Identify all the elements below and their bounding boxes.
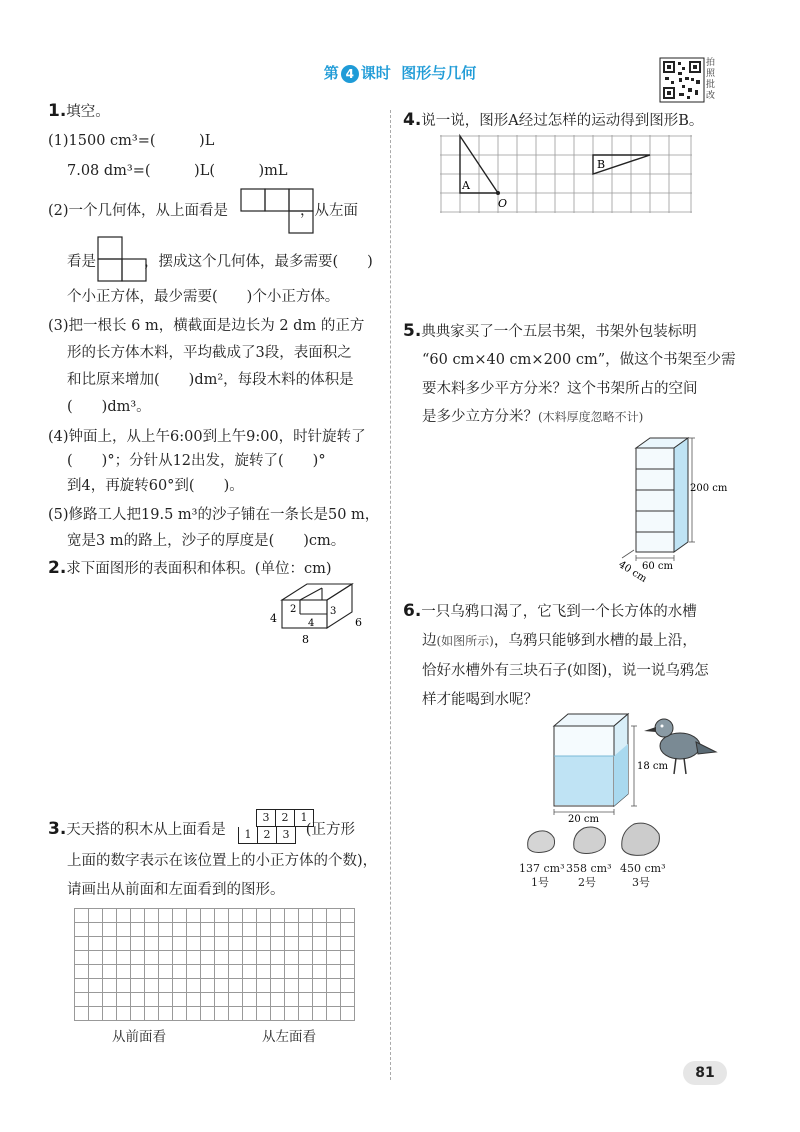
q3-line2: 上面的数字表示在该位置上的小正方体的个数)，: [67, 853, 378, 869]
q5-line3: 要木料多少平方分米？这个书架所占的空间: [422, 381, 698, 397]
q3-text-b: (正方形: [305, 822, 355, 838]
q3-text-a: 天天搭的积木从上面看是: [66, 822, 226, 838]
q2-dim-notch-d: 3: [330, 606, 337, 617]
q5-bookshelf-figure: [616, 432, 738, 585]
q6-dim-height: 18 cm: [637, 761, 668, 772]
q5-dim-depth: 40 cm: [616, 559, 649, 585]
q6-text-2b: ，乌鸦只能够到水槽的最上沿，: [493, 633, 697, 649]
q1-part3-line2: 形的长方体木料，平均截成了3段，表面积之: [67, 345, 352, 361]
q4-label-o: O: [498, 197, 508, 210]
q2-heading: [48, 558, 331, 579]
q3-cell: 1: [238, 827, 258, 844]
q1-heading: [48, 101, 110, 122]
q3-label-left: 从左面看: [262, 1029, 316, 1045]
page-number: 81: [683, 1061, 727, 1085]
stone-3-label: 3号: [632, 876, 650, 889]
q1-part5-line1: (5)修路工人把19.5 m³的沙子铺在一条长是50 m，: [48, 507, 380, 523]
q6-text-2a: 边: [422, 633, 437, 649]
q1-part3-line4: ( )dm³。: [67, 399, 151, 415]
stone-2-volume: 358 cm³: [566, 862, 612, 875]
q6-line2: [422, 631, 697, 651]
q1-part2-text-a: (2)一个几何体，从上面看是: [48, 203, 229, 219]
q2-dim-height: 4: [270, 612, 277, 625]
q1-number: 1.: [48, 101, 67, 121]
top-view-figure: [240, 188, 314, 234]
q3-cell: 3: [256, 809, 276, 827]
q1-part3-line1: (3)把一根长 6 m，横截面是边长为 2 dm 的正方: [48, 318, 365, 334]
q1-title: 填空。: [66, 104, 110, 120]
q2-dim-notch-h: 2: [290, 604, 297, 615]
stone-1-icon: [524, 826, 558, 856]
q5-line1: [403, 321, 697, 342]
q2-dim-notch-w: 4: [308, 618, 315, 629]
q5-text-1: 典典家买了一个五层书架，书架外包装标明: [421, 324, 697, 340]
q4-grid-figure: [440, 135, 692, 215]
lesson-prefix: 第: [323, 64, 339, 82]
q1-part4-line3: 到4，再旋转60°到( )。: [67, 478, 244, 494]
q3-cell: 2: [276, 809, 295, 827]
q5-dim-height: 200 cm: [690, 483, 728, 494]
q6-note: (如图所示): [436, 634, 494, 648]
q1-part1-line1: (1)1500 cm³=( )L: [48, 133, 215, 149]
crow-icon: [640, 710, 720, 782]
q1-part2-text-c: 看是: [67, 254, 96, 270]
q6-line3: 恰好水槽外有三块石子(如图)，说一说乌鸦怎: [422, 663, 709, 679]
q2-solid-figure: [262, 580, 372, 662]
column-divider: [390, 110, 391, 1080]
q3-label-front: 从前面看: [112, 1029, 166, 1045]
qr-label: 拍照批改: [706, 58, 716, 101]
q3-line3: 请画出从前面和左面看到的图形。: [67, 882, 285, 898]
q1-part3-line3: 和比原来增加( )dm²，每段木料的体积是: [67, 372, 354, 388]
q6-dim-width: 20 cm: [568, 814, 599, 825]
lesson-topic: 图形与几何: [401, 64, 477, 82]
q4-number: 4.: [403, 110, 422, 130]
stone-3-volume: 450 cm³: [620, 862, 666, 875]
q2-dim-depth: 6: [355, 616, 362, 629]
stone-1-label: 1号: [531, 876, 549, 889]
q6-line4: 样才能喝到水呢？: [422, 692, 538, 708]
stone-2-icon: [570, 822, 610, 858]
q1-part5-line2: 宽是3 m的路上，沙子的厚度是( )cm。: [67, 533, 346, 549]
stone-3-icon: [618, 818, 664, 860]
stone-1-volume: 137 cm³: [519, 862, 565, 875]
stone-2-label: 2号: [578, 876, 596, 889]
q6-number: 6.: [403, 601, 422, 621]
q2-number: 2.: [48, 558, 67, 578]
q1-part2-line3: 个小正方体，最少需要( )个小正方体。: [67, 289, 340, 305]
q5-number: 5.: [403, 321, 422, 341]
q1-part4-line2: ( )°；分针从12出发，旋转了( )°: [67, 453, 326, 469]
q2-dim-length: 8: [302, 633, 309, 646]
q1-part2-text-d: ，摆成这个几何体，最多需要( ): [144, 254, 373, 270]
q5-line4: [422, 407, 643, 427]
q2-text: 求下面图形的表面积和体积。(单位：cm): [66, 561, 332, 577]
q3-number: 3.: [48, 819, 67, 839]
q3-cell: 3: [277, 827, 296, 844]
q4-label-a: A: [462, 179, 470, 192]
q1-part1-line2: 7.08 dm³=( )L( )mL: [67, 163, 288, 179]
q5-dim-width: 60 cm: [642, 561, 673, 572]
q5-note: (木料厚度忽略不计): [538, 410, 644, 424]
q1-part4-line1: (4)钟面上，从上午6:00到上午9:00，时针旋转了: [48, 429, 366, 445]
q3-top-view-grid: [238, 809, 314, 844]
q3-drawing-grid[interactable]: [74, 908, 355, 1021]
left-view-figure: [97, 236, 147, 282]
lesson-number: 4: [341, 65, 359, 83]
q4-heading: [403, 110, 703, 131]
q3-cell: 2: [258, 827, 277, 844]
q4-label-b: B: [597, 158, 606, 171]
q3-cell: 1: [295, 809, 314, 827]
q4-text: 说一说，图形A经过怎样的运动得到图形B。: [421, 113, 704, 129]
q6-line1: [403, 601, 697, 622]
q1-part2-text-b: ，从左面: [300, 203, 359, 219]
q6-text-1: 一只乌鸦口渴了，它飞到一个长方体的水槽: [421, 604, 697, 620]
qr-code-icon[interactable]: [660, 58, 704, 102]
q5-line2: “60 cm×40 cm×200 cm”，做这个书架至少需: [422, 352, 736, 368]
q5-text-4: 是多少立方分米？: [422, 409, 538, 425]
lesson-suffix: 课时: [360, 64, 391, 82]
